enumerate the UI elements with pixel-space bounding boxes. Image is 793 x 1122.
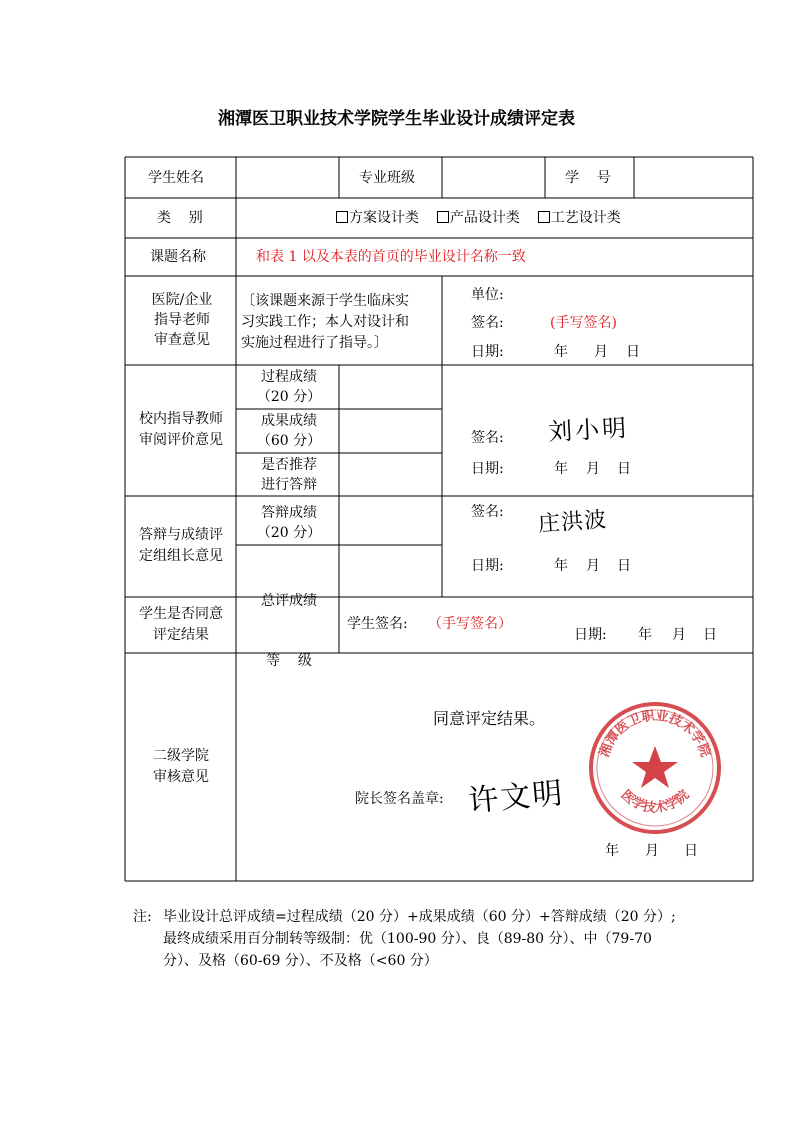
enterprise-advisor-label — [146, 290, 218, 350]
date-year: 年 — [638, 627, 652, 643]
advisor-statement — [241, 291, 409, 354]
statement-line: 实施过程进行了指导。〕 — [241, 335, 388, 351]
label-line: 成果成绩 — [261, 413, 317, 429]
date-day: 日 — [684, 843, 698, 859]
label-line: 医院/企业 — [151, 292, 213, 308]
date-label: 日期: — [471, 344, 504, 360]
checkbox-icon — [437, 211, 449, 223]
label-line: 定组组长意见 — [139, 548, 223, 564]
date-label: 日期: — [471, 461, 504, 477]
dean-signature: 许文明 — [466, 775, 566, 820]
recommend-defense-label — [251, 455, 327, 495]
note-line: 最终成绩采用百分制转等级制：优（100-90 分）、良（89-80 分）、中（79-70 — [163, 931, 652, 947]
dean-sign-label: 院长签名盖章: — [355, 791, 444, 807]
category-options — [336, 208, 621, 228]
label-line: 审核意见 — [153, 769, 209, 785]
seal-bottom-text: 医学技术学院 — [617, 787, 693, 817]
page-title: 湘潭医卫职业技术学院学生毕业设计成绩评定表 — [218, 109, 575, 129]
seal-top-text: 湘潭医卫职业技术学院 — [597, 708, 713, 760]
date-year: 年 — [554, 344, 568, 360]
sign-label: 签名: — [471, 504, 504, 520]
total-grade-label — [251, 551, 327, 691]
checkbox-product-design[interactable] — [437, 210, 520, 226]
label-line: （20 分） — [256, 525, 322, 541]
label-line: （60 分） — [256, 433, 322, 449]
review-opinion: 同意评定结果。 — [433, 709, 546, 728]
label-line: 审查意见 — [154, 332, 210, 348]
label-line: 审阅评价意见 — [139, 432, 223, 448]
notes-prefix: 注: — [133, 909, 152, 925]
date-year: 年 — [554, 558, 568, 574]
checkbox-icon — [336, 211, 348, 223]
student-name-label: 学生姓名 — [148, 170, 204, 186]
statement-line: 习实践工作；本人对设计和 — [241, 314, 409, 330]
option-label: 产品设计类 — [449, 210, 520, 226]
handwritten-sign-hint: （手写签名） — [428, 616, 512, 632]
topic-label: 课题名称 — [150, 249, 206, 265]
date-day: 日 — [703, 627, 717, 643]
statement-line: 〔该课题来源于学生临床实 — [241, 293, 409, 309]
checkbox-icon — [538, 211, 550, 223]
date-month: 月 — [645, 843, 659, 859]
unit-label: 单位: — [471, 287, 504, 303]
option-label: 工艺设计类 — [550, 210, 621, 226]
school-advisor-label — [133, 409, 229, 451]
label-line: 进行答辩 — [261, 477, 317, 493]
handwritten-sign-hint: (手写签名) — [550, 315, 617, 331]
date-label: 日期: — [471, 558, 504, 574]
label-line: 是否推荐 — [261, 457, 317, 473]
date-month: 月 — [586, 558, 600, 574]
label-line: （20 分） — [256, 389, 322, 405]
defense-score-label — [251, 503, 327, 543]
label-line: 总评成绩 — [261, 593, 317, 609]
date-month: 月 — [594, 344, 608, 360]
major-class-label: 专业班级 — [359, 170, 415, 186]
advisor-signature: 刘小明 — [547, 413, 630, 447]
student-sign-label: 学生签名: — [347, 616, 408, 632]
sign-label: 签名: — [471, 315, 504, 331]
label-line: 答辩成绩 — [261, 505, 317, 521]
seal-star-icon — [632, 746, 678, 788]
label-line: 过程成绩 — [261, 369, 317, 385]
student-agree-label — [133, 604, 229, 646]
label-line: 答辩与成绩评 — [139, 527, 223, 543]
date-month: 月 — [586, 461, 600, 477]
leader-signature: 庄洪波 — [537, 507, 608, 538]
date-month: 月 — [672, 627, 686, 643]
topic-value: 和表 1 以及本表的首页的毕业设计名称一致 — [256, 249, 526, 265]
date-day: 日 — [617, 558, 631, 574]
label-line: 评定结果 — [153, 627, 209, 643]
date-year: 年 — [554, 461, 568, 477]
college-review-label — [133, 746, 229, 788]
date-day: 日 — [626, 344, 640, 360]
defense-leader-label — [133, 525, 229, 567]
checkbox-plan-design[interactable] — [336, 210, 419, 226]
date-year: 年 — [605, 843, 619, 859]
option-label: 方案设计类 — [349, 210, 419, 226]
notes-body — [163, 906, 676, 972]
result-score-label — [251, 411, 327, 451]
checkbox-process-design[interactable] — [538, 210, 621, 226]
student-id-label: 学 号 — [565, 170, 611, 186]
category-label: 类 别 — [157, 210, 203, 226]
note-line: 毕业设计总评成绩=过程成绩（20 分）+成果成绩（60 分）+答辩成绩（20 分）; — [163, 909, 676, 925]
process-score-label — [251, 367, 327, 407]
label-line: 指导老师 — [154, 312, 210, 328]
label-line: 校内指导教师 — [139, 411, 223, 427]
sign-label: 签名: — [471, 430, 504, 446]
label-line: 学生是否同意 — [139, 606, 223, 622]
official-seal-icon — [585, 698, 725, 838]
label-line: 等 级 — [266, 653, 312, 669]
date-label: 日期: — [574, 627, 607, 643]
label-line: 二级学院 — [153, 748, 209, 764]
note-line: 分）、及格（60-69 分）、不及格（<60 分） — [163, 953, 438, 969]
date-day: 日 — [617, 461, 631, 477]
